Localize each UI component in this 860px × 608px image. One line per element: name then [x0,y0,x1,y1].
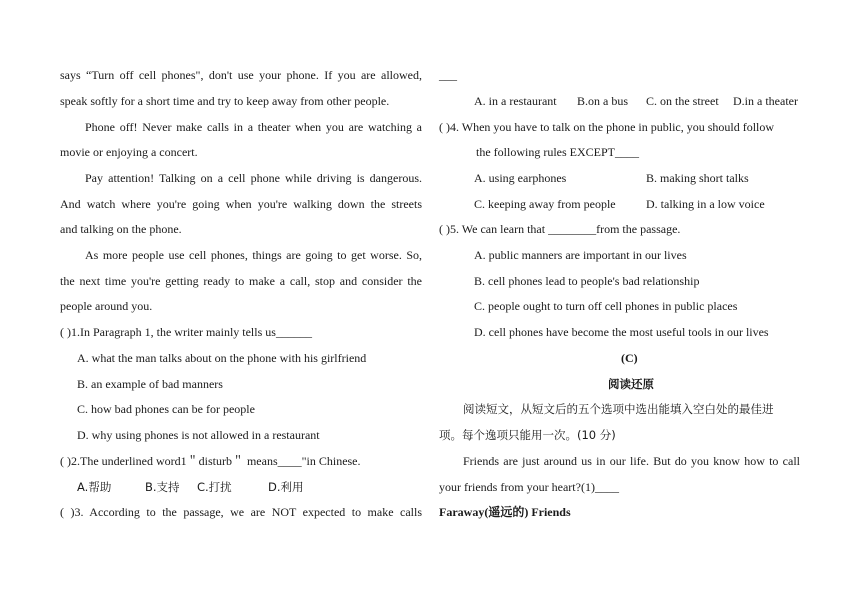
option-a: A. using earphones [474,171,567,185]
option-c: C. how bad phones can be for people [77,402,255,416]
option-d: D. cell phones have become the most useful tools in our lives [474,325,769,339]
paragraph-line: speak softly for a short time and try to keep away from other people. [60,94,390,108]
question-4: ( )4. When you have to talk on the phone in public, you should follow [439,120,775,134]
option-b: B. cell phones lead to people's bad relationship [474,274,700,288]
option-a: A. what the man talks about on the phone with his girlfriend [77,351,367,365]
paragraph-line: Pay attention! Talking on a cell phone while driving is dangerous. [85,171,422,185]
paragraph-line: Phone off! Never make calls in a theater when you are watching a [85,120,422,134]
option-b: B.on a bus [577,94,628,108]
option-a: A.帮助 [77,480,112,494]
paragraph-line: says “Turn off cell phones", don't use your phone. If you are allowed, [60,68,422,82]
option-c: C. keeping away from people [474,197,616,211]
question-5: ( )5. We can learn that ________from the passage. [439,222,681,236]
section-title: 阅读还原 [608,377,654,391]
question-1: ( )1.In Paragraph 1, the writer mainly tells us______ [60,325,312,339]
instruction-line: 项。每个逸项只能用一次。(10 分) [439,428,616,442]
paragraph-line: As more people use cell phones, things are going to get worse. So, [85,248,422,262]
answer-blank: ___ [439,68,457,82]
question-2: ( )2.The underlined word1＂disturb＂ means____"in Chinese. [60,454,361,468]
section-label: (C) [621,351,638,365]
option-b: B.支持 [145,480,180,494]
passage-line: Friends are just around us in our life. But do you know how to call [463,454,800,468]
paragraph-line: movie or enjoying a concert. [60,145,198,159]
option-b: B. making short talks [646,171,749,185]
paragraph-line: people around you. [60,299,153,313]
option-d: D.in a theater [733,94,798,108]
option-a: A. public manners are important in our lives [474,248,687,262]
paragraph-line: the next time you're getting ready to make a call, stop and consider the [60,274,422,288]
option-c: C. on the street [646,94,719,108]
option-d: D. why using phones is not allowed in a restaurant [77,428,320,442]
option-a: A. in a restaurant [474,94,557,108]
option-c: C. people ought to turn off cell phones in public places [474,299,738,313]
paragraph-line: and talking on the phone. [60,222,182,236]
passage-heading: Faraway(遥远的) Friends [439,505,571,519]
option-d: D. talking in a low voice [646,197,765,211]
instruction-line: 阅读短文，从短文后的五个选项中选出能填入空白处的最佳进 [463,402,774,416]
option-c: C.打扰 [197,480,232,494]
passage-line: your friends from your heart?(1)____ [439,480,619,494]
option-b: B. an example of bad manners [77,377,223,391]
question-4-continued: the following rules EXCEPT____ [476,145,639,159]
option-d: D.利用 [268,480,304,494]
paragraph-line: And watch where you're going when you're walking down the streets [60,197,422,211]
question-3: ( )3. According to the passage, we are NOT expected to make calls [60,505,422,519]
